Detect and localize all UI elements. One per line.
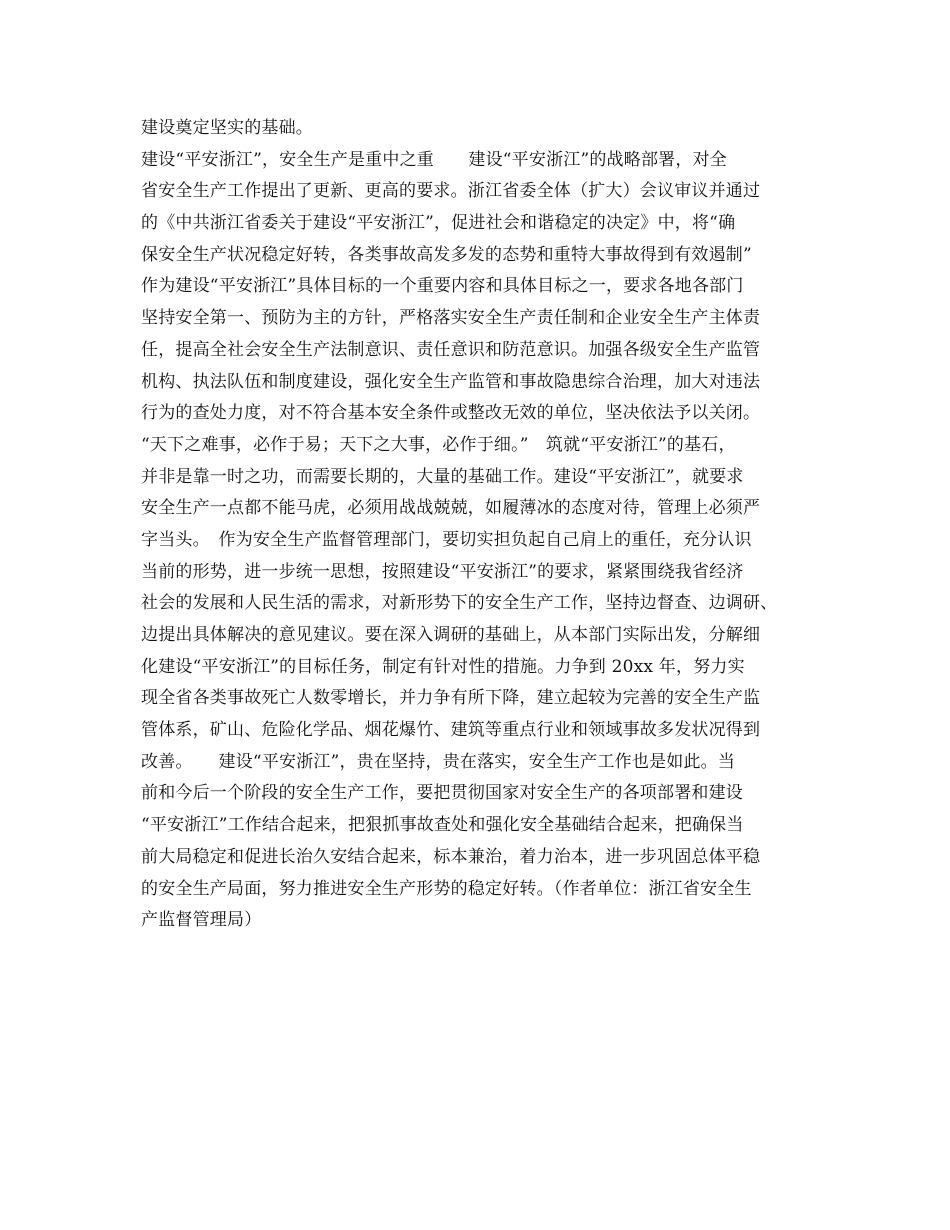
text-line: 字当头。 作为安全生产监督管理部门，要切实担负起自己肩上的重任，充分认识 [141, 529, 752, 550]
text-line: 前和今后一个阶段的安全生产工作，要把贯彻国家对安全生产的各项部署和建设 [141, 783, 743, 804]
text-line: 坚持安全第一、预防为主的方针，严格落实安全生产责任制和企业安全生产主体责 [141, 308, 761, 329]
text-line: 的安全生产局面，努力推进安全生产形势的稳定好转。（作者单位：浙江省安全生 [141, 878, 752, 899]
text-line: “平安浙江”工作结合起来，把狠抓事故查处和强化安全基础结合起来，把确保当 [141, 815, 744, 836]
text-line: 化建设“平安浙江”的目标任务，制定有针对性的措施。力争到 20xx 年，努力实 [141, 656, 745, 677]
text-line: 边提出具体解决的意见建议。要在深入调研的基础上，从本部门实际出发，分解细 [141, 625, 761, 645]
text-line: “天下之难事，必作于易；天下之大事，必作于细。” 筑就“平安浙江”的基石， [141, 434, 736, 455]
text-line: 当前的形势，进一步统一思想，按照建设“平安浙江”的要求，紧紧围绕我省经济 [141, 561, 744, 582]
text-line: 管体系，矿山、危险化学品、烟花爆竹、建筑等重点行业和领域事故多发状况得到 [141, 720, 761, 741]
text-line: 省安全生产工作提出了更新、更高的要求。浙江省委全体（扩大）会议审议并通过 [141, 181, 761, 202]
text-line: 建设“平安浙江”，安全生产是重中之重 建设“平安浙江”的战略部署，对全 [141, 149, 727, 170]
text-line: 任，提高全社会安全生产法制意识、责任意识和防范意识。加强各级安全生产监管 [141, 339, 761, 360]
text-line: 行为的查处力度，对不符合基本安全条件或整改无效的单位，坚决依法予以关闭。 [141, 403, 761, 424]
text-line: 改善。 建设“平安浙江”，贵在坚持，贵在落实，安全生产工作也是如此。当 [141, 751, 736, 772]
text-line: 保安全生产状况稳定好转，各类事故高发多发的态势和重特大事故得到有效遏制” [141, 244, 752, 265]
text-line: 机构、执法队伍和制度建设，强化安全生产监管和事故隐患综合治理，加大对违法 [141, 371, 761, 392]
text-line: 安全生产一点都不能马虎，必须用战战兢兢，如履薄冰的态度对待，管理上必须严 [141, 498, 761, 519]
text-line: 产监督管理局） [141, 910, 262, 931]
article-body [141, 113, 821, 937]
text-line: 前大局稳定和促进长治久安结合起来，标本兼治，着力治本，进一步巩固总体平稳 [141, 846, 761, 867]
text-line: 现全省各类事故死亡人数零增长，并力争有所下降，建立起较为完善的安全生产监 [141, 688, 761, 709]
text-line: 作为建设“平安浙江”具体目标的一个重要内容和具体目标之一，要求各地各部门 [141, 276, 744, 297]
text-line: 建设奠定坚实的基础。 [141, 118, 313, 138]
text-line: 的《中共浙江省委关于建设“平安浙江”，促进社会和谐稳定的决定》中，将“确 [141, 213, 736, 234]
text-line: 社会的发展和人民生活的需求，对新形势下的安全生产工作，坚持边督查、边调研、 [141, 593, 778, 614]
text-line: 并非是靠一时之功，而需要长期的，大量的基础工作。建设“平安浙江”，就要求 [141, 466, 744, 487]
